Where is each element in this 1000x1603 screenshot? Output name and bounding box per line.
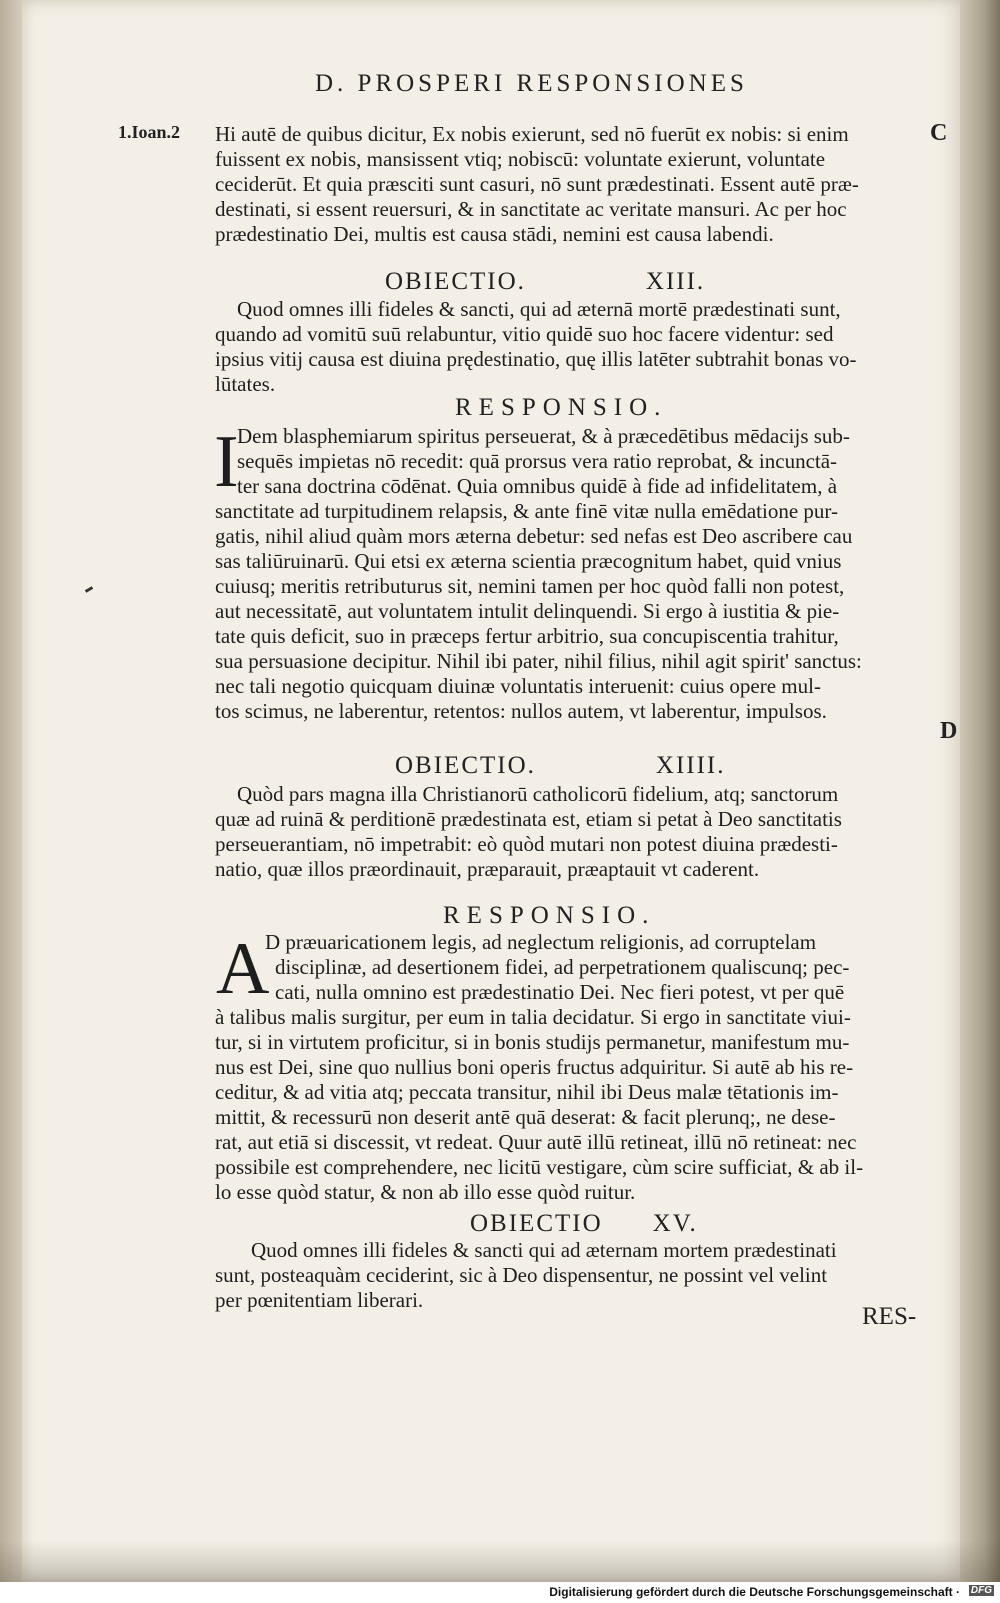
objectio-14-text — [215, 782, 950, 882]
text-line: aut necessitatē, aut voluntatem intulit delinquendi. Si ergo à iustitia & pie- — [215, 599, 840, 623]
page-bottom-shadow — [0, 1540, 1000, 1582]
objectio-15-text — [215, 1238, 950, 1313]
text-line: sequēs impietas nō recedit: quā prorsus vera ratio reprobat, & incunctā- — [237, 449, 838, 473]
running-head: D. PROSPERI RESPONSIONES — [315, 70, 748, 97]
text-line: mittit, & recessurū non deserit antē quā deserat: & facit plerunq;, ne dese- — [215, 1105, 836, 1129]
objectio-13-heading — [385, 268, 705, 296]
text-line: tos scimus, ne laberentur, retentos: nullos autem, vt laberentur, impulsos. — [215, 699, 827, 723]
text-line: natio, quæ illos præordinauit, præparauit, præaptauit vt caderent. — [215, 857, 760, 881]
text-line: sua persuasione decipitur. Nihil ibi pater, nihil filius, nihil agit spirit' sanctus: — [215, 649, 862, 673]
page-edge-right — [960, 0, 1000, 1582]
text-line: nec tali negotio quicquam diuinæ voluntatis interuenit: cuius opere mul- — [215, 674, 821, 698]
text-line: lo esse quòd statur, & non ab illo esse quòd ruitur. — [215, 1180, 636, 1204]
text-line: tur, si in virtutem proficitur, si in bonis studijs permanetur, manifestum mu- — [215, 1030, 850, 1054]
margin-letter-d: D — [940, 718, 958, 744]
text-line: cati, nulla omnino est prædestinatio Dei. Nec fieri potest, vt per quē — [275, 980, 845, 1004]
text-line: ter sana doctrina cōdēnat. Quia omnibus quidē à fide ad infidelitatem, à — [237, 474, 838, 498]
text-line: Quod omnes illi fideles & sancti, qui ad æternā mortē prædestinati sunt, — [237, 297, 841, 321]
text-line: Quòd pars magna illa Christianorū catholicorū fidelium, atq; sanctorum — [237, 782, 839, 806]
objectio-title: OBIECTIO — [470, 1210, 603, 1237]
responsio-13-heading: RESPONSIO. — [455, 394, 668, 421]
text-line: sas taliūruinarū. Qui etsi ex æterna scientia præcognitum habet, quid vnius — [215, 549, 842, 573]
opening-paragraph — [215, 122, 950, 247]
text-line: gatis, nihil aliud quàm mors æterna debetur: sed nefas est Deo ascribere cau — [215, 524, 853, 548]
page-edge-left — [0, 0, 22, 1582]
text-line: Hi autē de quibus dicitur, Ex nobis exierunt, sed nō fuerūt ex nobis: si enim — [215, 122, 849, 146]
footer-credit: Digitalisierung gefördert durch die Deutsche Forschungsgemeinschaft · — [549, 1585, 960, 1599]
responsio-14-heading: RESPONSIO. — [443, 902, 656, 929]
text-line: ceciderūt. Et quia præsciti sunt casuri, nō sunt prædestinati. Essent autē præ- — [215, 172, 859, 196]
dfg-logo: DFG — [970, 1585, 992, 1596]
catchword: RES- — [862, 1303, 917, 1330]
text-line: perseuerantiam, nō impetrabit: eò quòd mutari non potest diuina prædesti- — [215, 832, 838, 856]
margin-letter-c: C — [930, 120, 948, 146]
objectio-title: OBIECTIO. — [385, 268, 526, 295]
text-line: disciplinæ, ad desertionem fidei, ad perpetrationem qualiscunq; pec- — [275, 955, 850, 979]
text-line: per pœnitentiam liberari. — [215, 1288, 424, 1312]
objectio-14-heading — [395, 752, 726, 780]
objectio-number: XIIII. — [655, 752, 726, 779]
text-line: rat, aut etiā si discessit, vt redeat. Quur autē illū retineat, illū nō retineat: nec — [215, 1130, 857, 1154]
text-line: sanctitate ad turpitudinem relapsis, & ante finē vitæ nulla emēdatione pur- — [215, 499, 838, 523]
text-line: sunt, posteaquàm ceciderint, sic à Deo dispensentur, ne possint vel velint — [215, 1263, 828, 1287]
text-line: quando ad vomitū suū relabuntur, vitio quidē suo hoc facere videntur: sed — [215, 322, 834, 346]
text-line: prædestinatio Dei, multis est causa stādi, nemini est causa labendi. — [215, 222, 774, 246]
objectio-13-text — [215, 297, 950, 397]
objectio-15-heading — [470, 1210, 698, 1238]
drop-cap-i: I — [214, 421, 239, 503]
responsio-13-text — [214, 421, 950, 724]
objectio-number: XV. — [652, 1210, 698, 1237]
text-line: possibile est comprehendere, nec licitū vestigare, cùm scire sufficiat, & ab il- — [215, 1155, 864, 1179]
drop-cap-a: A — [216, 928, 270, 1010]
text-line: nus est Dei, sine quo nullius boni operis fructus adquiritur. Si autē ab his re- — [215, 1055, 854, 1079]
text-line: Dem blasphemiarum spiritus perseuerat, & à præcedētibus mēdacijs sub- — [237, 424, 850, 448]
text-line: tate quis deficit, suo in præceps fertur arbitrio, sua concupiscentia trahitur, — [215, 624, 839, 648]
text-line: à talibus malis surgitur, per eum in talia decidatur. Si ergo in sanctitate viui- — [215, 1005, 851, 1029]
text-line: ceditur, & ad vitia atq; peccata transitur, nihil ibi Deus malæ tētationis im- — [215, 1080, 839, 1104]
text-line: D præuaricationem legis, ad neglectum religionis, ad corruptelam — [265, 930, 817, 954]
text-line: lūtates. — [215, 372, 276, 396]
objectio-number: XIII. — [645, 268, 706, 295]
responsio-14-text — [215, 930, 950, 1205]
objectio-title: OBIECTIO. — [395, 752, 536, 779]
margin-citation: 1.Ioan.2 — [118, 122, 181, 142]
text-line: Quod omnes illi fideles & sancti qui ad æternam mortem prædestinati — [251, 1238, 837, 1262]
text-line: quæ ad ruinā & perditionē prædestinata est, etiam si petat à Deo sanctitatis — [215, 807, 842, 831]
text-line: cuiusq; meritis retributurus sit, nemini tamen per hoc quòd falli non potest, — [215, 574, 845, 598]
digitization-footer — [0, 1582, 1000, 1603]
text-line: fuissent ex nobis, mansissent vtiq; nobiscū: voluntate exierunt, voluntate — [215, 147, 826, 171]
text-line: ipsius vitij causa est diuina prędestinatio, quę illis latēter subtrahit bonas vo- — [215, 347, 857, 371]
text-line: destinati, si essent reuersuri, & in sanctitate ac veritate mansuri. Ac per hoc — [215, 197, 847, 221]
